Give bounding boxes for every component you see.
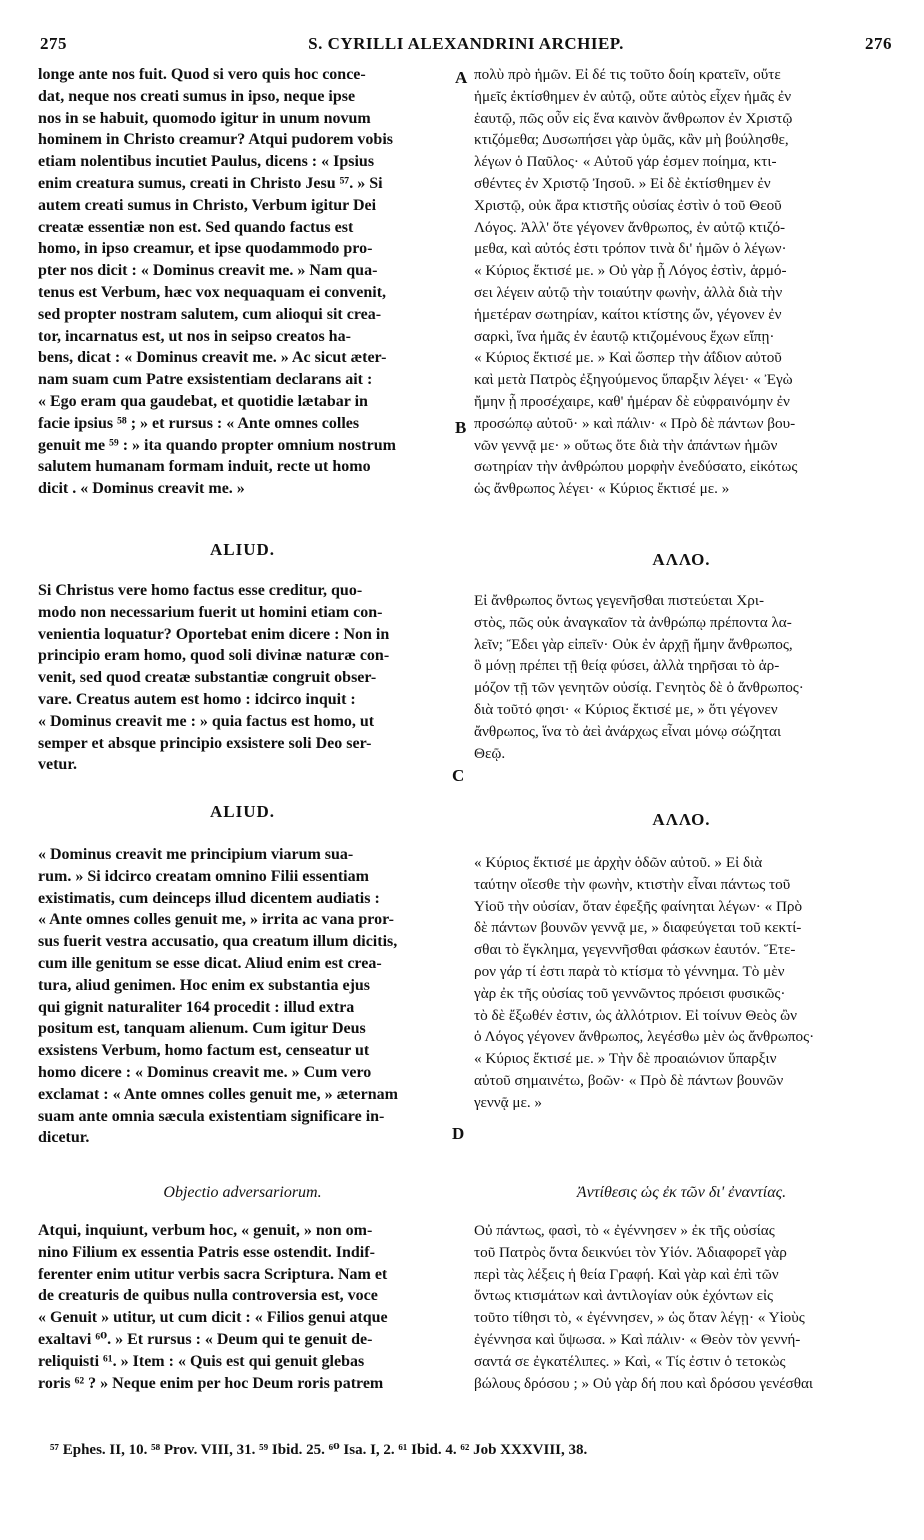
latin-paragraph-2: Si Christus vere homo factus esse creditur, quo- modo non necessarium fuerit ut homini etiam con- venientia loquatur? Oportebat enim dicere : Non in principio eram homo, quod soli divinæ naturæ con- venit, sed quod creatæ substantiæ congruit obser- vare. Creatus autem est homo : idcirco inquit : « Dominus creavit me : » quia factus est homo, ut semper et absque principio exsistere soli Deo ser- vetur. [38,582,390,774]
latin-paragraph-3: « Dominus creavit me principium viarum sua- rum. » Si idcirco creatam omnino Filii essentiam existimatis, cum deinceps illud dicentem audiatis : « Ante omnes colles genuit me, » irrita ac vana pror- sus fuerit vestra accusatio, qua creatum illum dicitis, cum ille genitum se esse dicat. Aliud enim est crea- tura, aliud genimen. Hoc enim ex substantia ejus qui gignit naturaliter 164 procedit : illud extra positum est, tanquam alienum. Cum igitur Deus exsistens Verbum, homo factum est, censeatur ut homo dicere : « Dominus creavit me. » Cum vero exclamat : « Ante omnes colles genuit me, » æternam suam ante omnia sæcula existentiam significare in- dicetur. [38,846,398,1147]
greek-paragraph-4: Οὐ πάντως, φασὶ, τὸ « ἐγέννησεν » ἐκ τῆς οὐσίας τοῦ Πατρὸς ὄντα δεικνύει τὸν Υἱόν. Ἀδιαφορεῖ γὰρ περὶ τὰς λέξεις ἡ θεία Γραφή. Καὶ γὰρ καὶ ἐπὶ τῶν ὄντως κτισμάτων καὶ ἀντιλογίαν οὐκ ἐχόντων εἰς τοῦτο τίθησι τὸ, « ἐγέννησεν, » ὡς ὅταν λέγῃ· « Υἱοὺς ἐγέννησα καὶ ὕψωσα. » Καὶ πάλιν· « Θεὸν τὸν γεννή- σαντά σε ἐγκατέλιπες. » Καὶ, « Τίς ἐστιν ὁ τετοκὼς βώλους δρόσου ; » Οὐ γὰρ δή που καὶ δρόσου γενέσθαι [474,1222,814,1392]
footnotes: ⁵⁷ Ephes. II, 10. ⁵⁸ Prov. VIII, 31. ⁵⁹ Ibid. 25. ⁶⁰ Isa. I, 2. ⁶¹ Ibid. 4. ⁶² Job XXXVIII, 38. [50,1442,588,1458]
latin-heading-aliud-1: ALIUD. [209,540,276,559]
greek-paragraph-3: « Κύριος ἔκτισέ με ἀρχὴν ὁδῶν αὐτοῦ. » Εἰ διὰ ταύτην οἴεσθε τὴν φωνὴν, κτιστὴν εἶναι πάντως τοῦ Υἱοῦ τὴν οὐσίαν, ὅταν ἐφεξῆς φαίνηται λέγων· « Πρὸ δὲ πάντων βουνῶν γεννᾷ με, » διαφεύγεται τοῦ κεκτί- σθαι τὸ ἔγκλημα, γεγεννῆσθαι φάσκων ἑαυτόν. Ἕτε- ρον γάρ τί ἐστι παρὰ τὸ κτίσμα τὸ γέννημα. Τὸ μὲν γὰρ ἐκ τῆς οὐσίας τοῦ γεννῶντος πρόεισι φυσικῶς· τὸ δὲ ἔξωθέν ἐστιν, ὡς ἀλλότριον. Εἰ τοίνυν Θεὸς ὢν ὁ Λόγος γέγονεν ἄνθρωπος, λεγέσθω μὲν ὡς ἄνθρωπος· « Κύριος ἔκτισέ με. » Τὴν δὲ προαιώνιον ὕπαρξιν αὐτοῦ σημαινέτω, βοῶν· « Πρὸ δὲ πάντων βουνῶν γεννᾷ με. » [474,854,815,1111]
latin-paragraph-1: longe ante nos fuit. Quod si vero quis hoc conce- dat, neque nos creati sumus in ipso, neque ipse nos in se habuit, quomodo igitur in unum novum hominem in Christo creamur? Atqui pudorem vobis etiam nolentibus incutiet Paulus, dicens : « Ipsius enim creatura sumus, creati in Christo Jesu ⁵⁷. » Si autem creati sumus in Christo, Verbum igitur Dei creatæ essentiæ non est. Sed quando factus est homo, in ipso creamur, et ipse quodammodo pro- pter nos dicit : « Dominus creavit me. » Nam qua- tenus est Verbum, hæc vox nequaquam ei convenit, sed propter nostram salutem, cum alioqui sit crea- tor, incarnatus est, ut nos in seipso creatos ha- bens, dicat : « Dominus creavit me. » Ac sicut æter- nam suam cum Patre exsistentiam declarans ait : « Ego eram qua gaudebat, et quotidie lætabar in facie ipsius ⁵⁸ ; » et rursus : « Ante omnes colles genuit me ⁵⁹ : » ita quando propter omnium nostrum salutem humanam formam induit, recte ut homo dicit . « Dominus creavit me. » [38,66,396,498]
greek-paragraph-2: Εἰ ἄνθρωπος ὄντως γεγενῆσθαι πιστεύεται Χρι- στὸς, πῶς οὐκ ἀναγκαῖον τὰ ἀνθρώπῳ πρέποντα λα- λεῖν; Ἔδει γὰρ εἰπεῖν· Οὐκ ἐν ἀρχῇ ἤμην ἄνθρωπος, ὃ μόνῃ πρέπει τῇ θείᾳ φύσει, ἀλλὰ τηρῆσαι τὸ ἁρ- μόζον τῇ τῶν γενητῶν οὐσίᾳ. Γενητὸς δὲ ὁ ἄνθρωπος· διὰ τοῦτό φησι· « Κύριος ἔκτισέ με, » ὅτι γέγονεν ἄνθρωπος, ἵνα τὸ ἀεὶ ἀνάρχως εἶναι μόνῳ σώζηται Θεῷ. [474,592,804,762]
latin-heading-aliud-2: ALIUD. [209,802,276,821]
greek-heading-allo-2: ΑΛΛΟ. [652,810,711,829]
greek-paragraph-1: πολὺ πρὸ ἡμῶν. Εἰ δέ τις τοῦτο δοίη κρατεῖν, οὔτε ἡμεῖς ἐκτίσθημεν ἐν αὐτῷ, οὔτε αὐτὸς εἶχεν ἡμᾶς ἐν ἑαυτῷ, πῶς οὖν εἰς ἕνα καινὸν ἄνθρωπον ἐν Χριστῷ κτιζόμεθα; Δυσωπήσει γὰρ ὑμᾶς, κἂν μὴ βούλησθε, λέγων ὁ Παῦλος· « Αὐτοῦ γάρ ἐσμεν ποίημα, κτι- σθέντες ἐν Χριστῷ Ἰησοῦ. » Εἰ δὲ ἐκτίσθημεν ἐν Χριστῷ, οὐκ ἄρα κτιστῆς οὐσίας ἐστὶν ὁ τοῦ Θεοῦ Λόγος. Ἀλλ' ὅτε γέγονεν ἄνθρωπος, ἐν αὐτῷ κτιζό- μεθα, καὶ αὐτός ἐστι τρόπον τινὰ δι' ἡμῶν ὁ λέγων· « Κύριος ἔκτισέ με. » Οὐ γὰρ ᾗ Λόγος ἐστὶν, ἁρμό- σει λέγειν αὐτῷ τὴν τοιαύτην φωνὴν, ἀλλὰ διὰ τὴν ἡμετέραν σωτηρίαν, καίτοι κτίστης ὤν, γέγονεν ἐν σαρκὶ, ἵνα ἡμᾶς ἐν ἑαυτῷ κτιζομένους ἔχων εἴπῃ· « Κύριος ἔκτισέ με. » Καὶ ὥσπερ τὴν ἀΐδιον αὐτοῦ καὶ μετὰ Πατρὸς ἐξηγούμενος ὕπαρξιν λέγει· « Ἐγὼ ἤμην ᾗ προσέχαιρε, καθ' ἡμέραν δὲ εὐφραινόμην ἐν προσώπῳ αὐτοῦ· » καὶ πάλιν· « Πρὸ δὲ πάντων βου- νῶν γεννᾷ με· » οὕτως ὅτε διὰ τὴν ἁπάντων ἡμῶν σωτηρίαν τὴν ἀνθρώπου μορφὴν ἐνεδύσατο, εἰκότως ὡς ἄνθρωπος λέγει· « Κύριος ἔκτισέ με. » [474,66,798,498]
running-head [40,34,892,58]
running-title: S. CYRILLI ALEXANDRINI ARCHIEP. [308,34,624,53]
latin-paragraph-4: Atqui, inquiunt, verbum hoc, « genuit, » non om- nino Filium ex essentia Patris esse ostendit. Indif- ferenter enim utitur verbis sacra Scriptura. Nam et de creaturis de quibus nulla controversia est, voce « Genuit » utitur, ut cum dicit : « Filios genui atque exaltavi ⁶⁰. » Et rursus : « Deum qui te genuit de- reliquisti ⁶¹. » Item : « Quis est qui genuit glebas roris ⁶² ? » Neque enim per hoc Deum roris patrem [38,1222,388,1392]
margin-letter-d: D [452,1124,465,1143]
margin-letter-c: C [452,766,465,785]
latin-heading-objectio: Objectio adversariorum. [163,1184,322,1201]
greek-heading-allo-1: ΑΛΛΟ. [652,550,711,569]
greek-heading-antithesis: Ἀντίθεσις ὡς ἐκ τῶν δι' ἐναντίας. [576,1184,787,1201]
margin-letter-a: A [455,68,468,87]
page-number-right: 276 [865,34,892,53]
page-number-left: 275 [40,34,67,53]
margin-letter-b: B [455,418,467,437]
